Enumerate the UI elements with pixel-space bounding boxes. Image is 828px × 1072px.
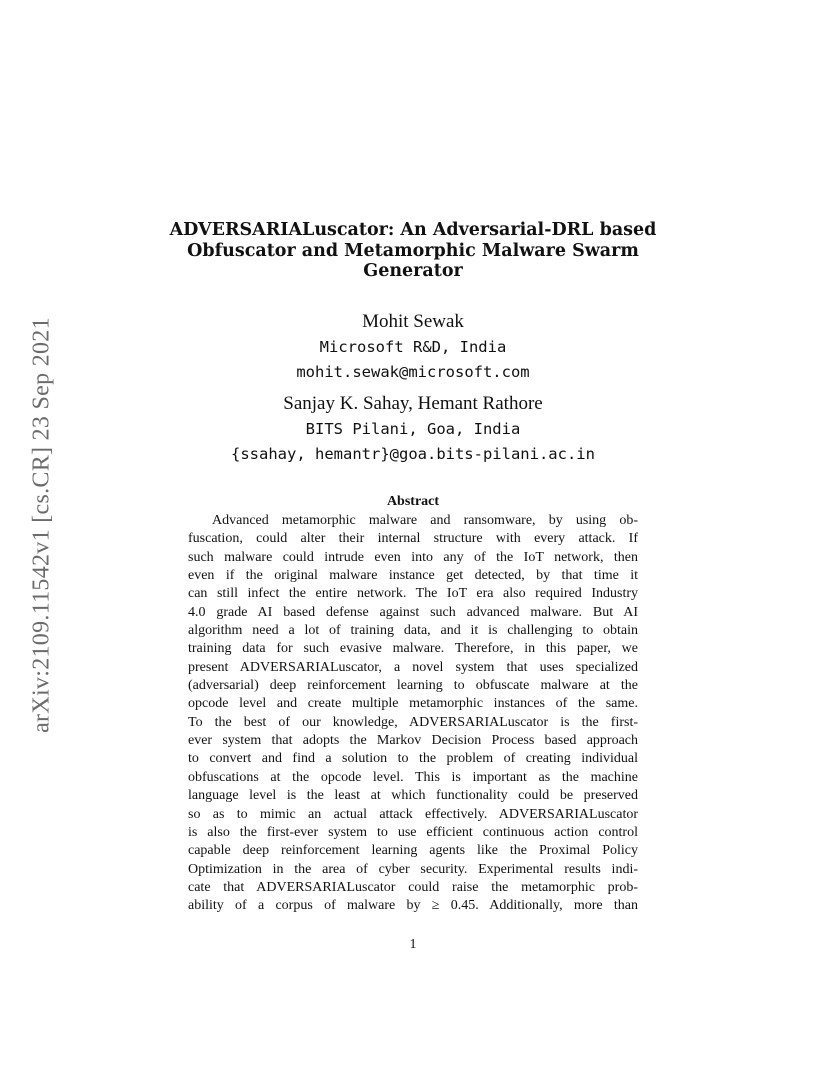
author-block (150, 393, 676, 465)
author-names: Sanjay K. Sahay, Hemant Rathore (283, 393, 543, 414)
abstract-line: (adversarial) deep reinforcement learning to obfuscate malware at the (188, 678, 638, 694)
abstract-line: training data for such evasive malware. Therefore, in this paper, we (188, 641, 638, 657)
abstract-line: fuscation, could alter their internal structure with every attack. If (188, 531, 638, 547)
abstract-line: to convert and find a solution to the problem of creating individual (188, 751, 638, 767)
abstract-line: is also the first-ever system to use efficient continuous action control (188, 824, 638, 840)
abstract-line: such malware could intrude even into any of the IoT network, then (188, 549, 638, 565)
abstract-line: Advanced metamorphic malware and ransomware, by using ob- (212, 513, 638, 528)
abstract-line: cate that ADVERSARIALuscator could raise the metamorphic prob- (188, 879, 638, 895)
abstract-heading: Abstract (386, 494, 440, 509)
title-line: ADVERSARIALuscator: An Adversarial-DRL based (169, 220, 657, 240)
abstract-line: opcode level and create multiple metamorphic instances of the same. (188, 696, 638, 712)
abstract-line: so as to mimic an actual attack effectively. ADVERSARIALuscator (188, 806, 638, 822)
abstract-line: capable deep reinforcement learning agents like the Proximal Policy (188, 843, 638, 859)
author-email: mohit.sewak@microsoft.com (296, 363, 530, 381)
abstract-line: Optimization in the area of cyber security. Experimental results indi- (188, 861, 638, 877)
abstract-line: 4.0 grade AI based defense against such advanced malware. But AI (188, 604, 638, 620)
abstract-body (188, 512, 638, 916)
title-line: Obfuscator and Metamorphic Malware Swarm (187, 240, 639, 261)
author-affiliation: Microsoft R&D, India (319, 338, 507, 356)
author-block (150, 311, 676, 383)
page-number: 1 (409, 937, 417, 952)
arxiv-identifier: arXiv:2109.11542v1 [cs.CR] 23 Sep 2021 (28, 317, 55, 733)
abstract-line: present ADVERSARIALuscator, a novel system that uses specialized (188, 659, 638, 675)
abstract-line: obfuscations at the opcode level. This is important as the machine (188, 769, 638, 785)
title-line: Generator (363, 261, 463, 281)
abstract-line: language level is the least at which functionality could be preserved (188, 788, 638, 804)
abstract-line: even if the original malware instance get detected, by that time it (188, 568, 638, 584)
author-names: Mohit Sewak (362, 311, 464, 332)
abstract-line: To the best of our knowledge, ADVERSARIALuscator is the first- (188, 714, 638, 730)
abstract-line: ever system that adopts the Markov Decision Process based approach (188, 733, 638, 749)
author-affiliation: BITS Pilani, Goa, India (305, 420, 521, 438)
abstract-line: ability of a corpus of malware by ≥ 0.45. Additionally, more than (188, 898, 638, 914)
abstract-line: algorithm need a lot of training data, and it is challenging to obtain (188, 623, 638, 639)
abstract-line: can still infect the entire network. The IoT era also required Industry (188, 586, 638, 602)
author-email: {ssahay, hemantr}@goa.bits-pilani.ac.in (231, 445, 595, 463)
paper-title (150, 220, 676, 282)
